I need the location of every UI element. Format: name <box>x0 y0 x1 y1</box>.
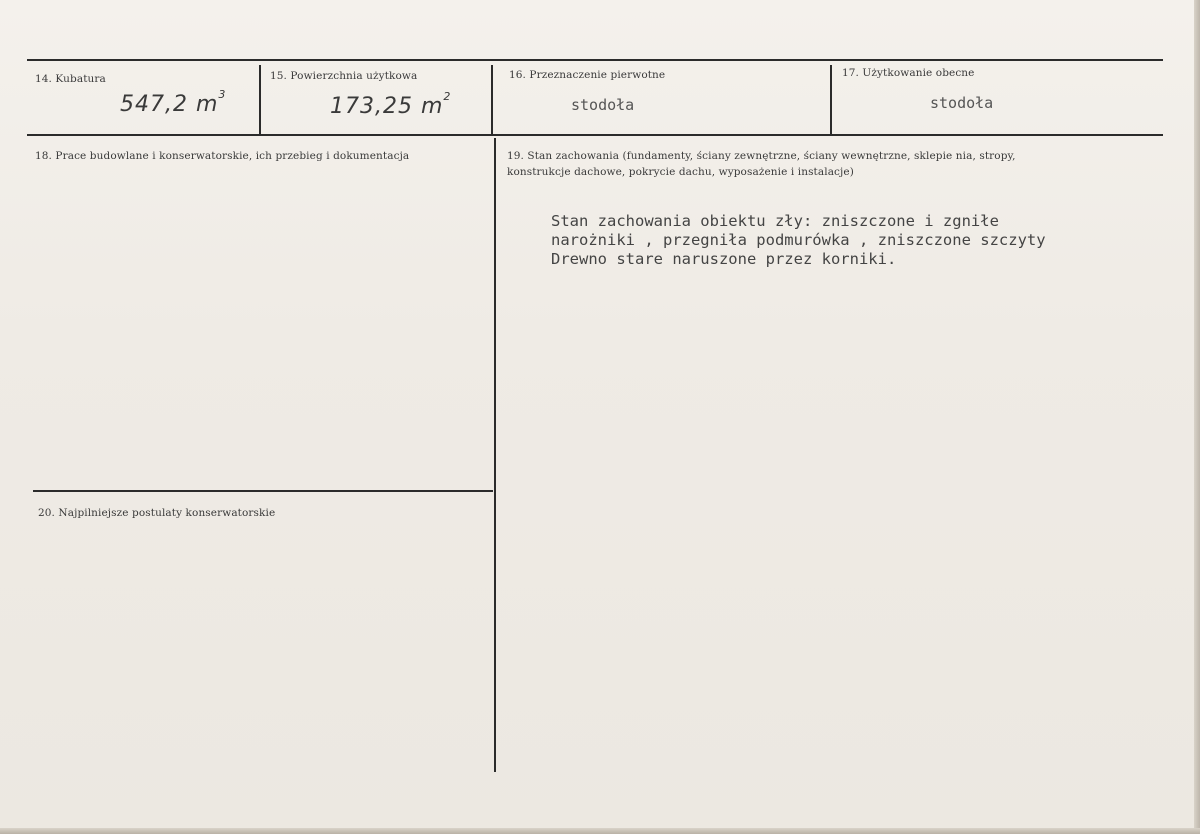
field-16-label: 16. Przeznaczenie pierwotne <box>509 69 666 81</box>
condition-line-3: Drewno stare naruszone przez korniki. <box>551 250 897 268</box>
col-divider-1 <box>259 65 261 136</box>
col-divider-3 <box>830 65 832 136</box>
row-divider <box>27 134 1163 136</box>
condition-line-2: narożniki , przegniła podmurówka , zniszczone szczyty <box>551 231 1046 249</box>
powierzchnia-unit-exponent: 2 <box>443 90 452 103</box>
field-16-value: stodoła <box>571 96 635 114</box>
field-15-value <box>330 90 452 119</box>
field-19-label: 19. Stan zachowania (fundamenty, ściany zewnętrzne, ściany wewnętrzne, sklepie nia, stropy, konstrukcje dachowe, pokrycie dachu, wyposażenie i instalacje) <box>507 150 1016 178</box>
kubatura-unit-exponent: 3 <box>218 88 227 101</box>
card-bottom-edge <box>0 828 1200 834</box>
field-14-value <box>120 88 227 117</box>
field-20-label: 20. Najpilniejsze postulaty konserwatorskie <box>38 507 276 519</box>
field-18-label: 18. Prace budowlane i konserwatorskie, ich przebieg i dokumentacja <box>35 150 410 162</box>
kubatura-value: 547,2 m <box>120 92 219 117</box>
field-15-label: 15. Powierzchnia użytkowa <box>270 70 418 82</box>
card-right-edge <box>1194 0 1200 834</box>
section-divider <box>33 490 493 492</box>
field-17-label: 17. Użytkowanie obecne <box>842 67 975 79</box>
field-14-label: 14. Kubatura <box>35 73 106 85</box>
main-col-divider <box>494 138 496 772</box>
condition-line-1: Stan zachowania obiektu zły: zniszczone i zgniłe <box>551 212 999 230</box>
field-17-value: stodoła <box>930 94 994 112</box>
col-divider-2 <box>491 65 493 136</box>
top-rule <box>27 59 1163 61</box>
powierzchnia-value: 173,25 m <box>330 94 444 119</box>
